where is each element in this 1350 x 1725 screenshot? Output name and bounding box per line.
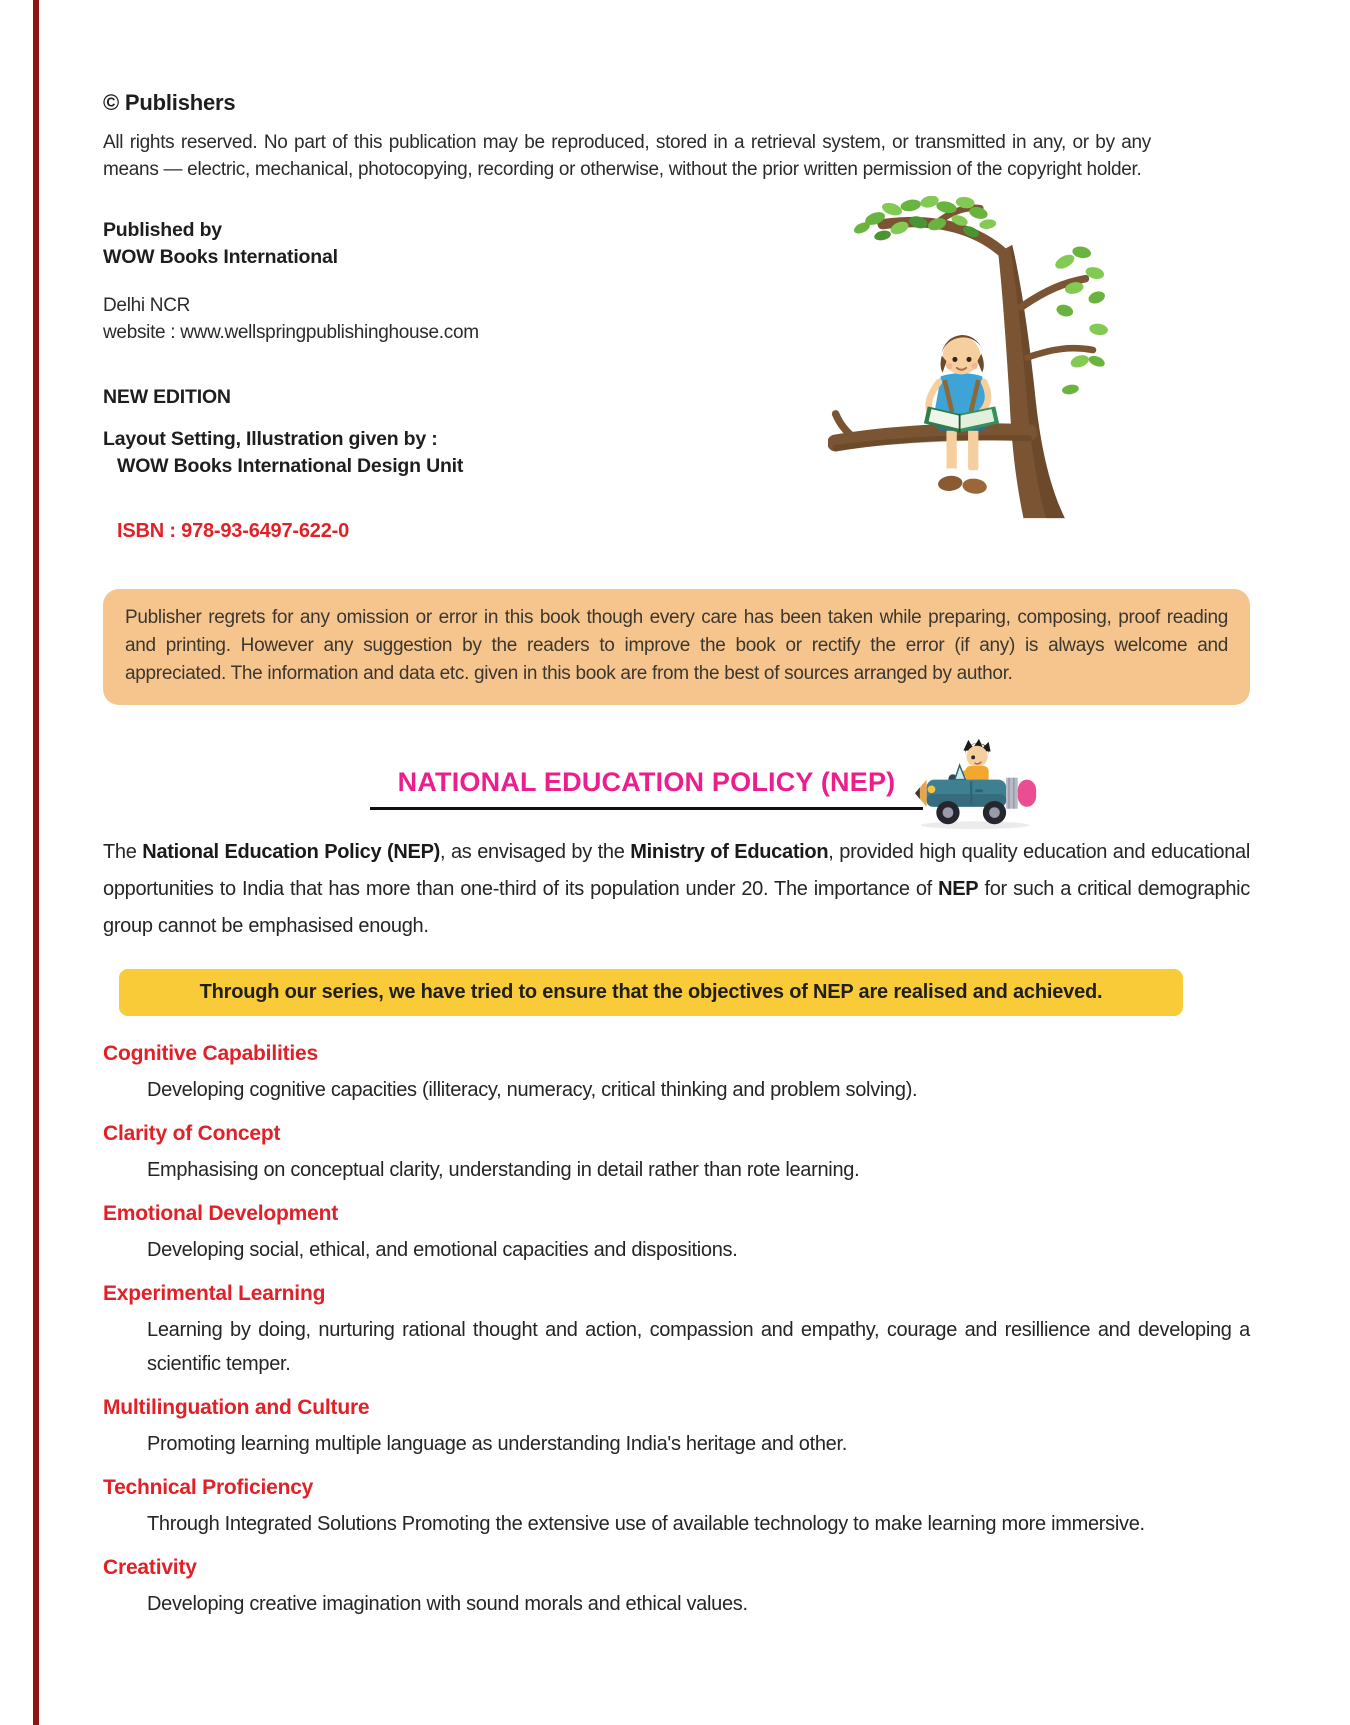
nep-banner (119, 969, 1183, 1016)
nep-title-row (103, 767, 1250, 810)
objective-item (103, 1202, 1250, 1267)
nep-title: NATIONAL EDUCATION POLICY (NEP) (370, 767, 924, 810)
objective-heading: Emotional Development (103, 1202, 339, 1225)
boy-reading-tree-illustration (828, 196, 1110, 524)
objective-description: Emphasising on conceptual clarity, understanding in detail rather than rote learning. (147, 1159, 860, 1181)
objective-heading: Clarity of Concept (103, 1122, 281, 1145)
objective-description: Promoting learning multiple language as understanding India's heritage and other. (147, 1433, 848, 1455)
objective-item (103, 1282, 1250, 1381)
objective-item (103, 1042, 1250, 1107)
isbn-line: ISBN : 978-93-6497-622-0 (117, 520, 349, 542)
layout-credit-value: WOW Books International Design Unit (117, 455, 464, 477)
objective-heading: Multilinguation and Culture (103, 1396, 370, 1419)
publisher-website: website : www.wellspringpublishinghouse.com (103, 322, 479, 343)
objective-item (103, 1396, 1250, 1461)
nep-intro-paragraph (103, 834, 1250, 945)
objective-heading: Experimental Learning (103, 1282, 326, 1305)
edition-label: NEW EDITION (103, 386, 231, 408)
objective-item (103, 1122, 1250, 1187)
objective-description: Developing cognitive capacities (illiteracy, numeracy, critical thinking and problem solving). (147, 1079, 918, 1101)
objective-item (103, 1556, 1250, 1621)
objective-description: Through Integrated Solutions Promoting the extensive use of available technology to make learning more immersive. (147, 1513, 1145, 1535)
objective-item (103, 1476, 1250, 1541)
intro-segment: NEP (938, 878, 979, 900)
intro-segment: for such a critical demographic group cannot be emphasised enough. (103, 878, 1250, 937)
pencil-car-illustration (915, 735, 1041, 833)
publisher-location: Delhi NCR (103, 295, 191, 316)
intro-segment: , provided high quality education and educational opportunities to India that has more than one-third of its population under 20. The importance of (103, 841, 1251, 900)
intro-segment: Ministry of Education (630, 841, 829, 863)
nep-objectives-list (103, 1042, 1250, 1621)
rights-reserved-text: All rights reserved. No part of this publication may be reproduced, stored in a retrieval system, or transmitted in any, or by any means — electric, mechanical, photocopying, recording or otherwise, without the prior written permission of the copyright holder. (103, 132, 1151, 180)
published-by-label: Published by (103, 219, 222, 241)
objective-description: Developing creative imagination with sound morals and ethical values. (147, 1593, 748, 1615)
publisher-disclaimer-text: Publisher regrets for any omission or error in this book though every care has been taken while preparing, composing, proof reading and printing. However any suggestion by the readers to improve the book or rectify the error (if any) is always welcome and appreciated. The information and data etc. given in this book are from the best of sources arranged by author. (125, 607, 1228, 684)
publisher-name: WOW Books International (103, 246, 338, 268)
objective-heading: Creativity (103, 1556, 197, 1579)
intro-segment: The (103, 841, 143, 863)
nep-banner-text: Through our series, we have tried to ensure that the objectives of NEP are realised and achieved. (199, 981, 1103, 1003)
layout-credit-label: Layout Setting, Illustration given by : (103, 428, 438, 450)
objective-heading: Technical Proficiency (103, 1476, 314, 1499)
intro-segment: National Education Policy (NEP) (142, 841, 440, 863)
intro-segment: , as envisaged by the (440, 841, 631, 863)
objective-description: Learning by doing, nurturing rational thought and action, compassion and empathy, courage and resillience and developing a scientific temper. (147, 1319, 1250, 1375)
publisher-disclaimer-box (103, 589, 1250, 705)
copyright-heading: © Publishers (103, 90, 236, 115)
objective-heading: Cognitive Capabilities (103, 1042, 318, 1065)
objective-description: Developing social, ethical, and emotional capacities and dispositions. (147, 1239, 738, 1261)
